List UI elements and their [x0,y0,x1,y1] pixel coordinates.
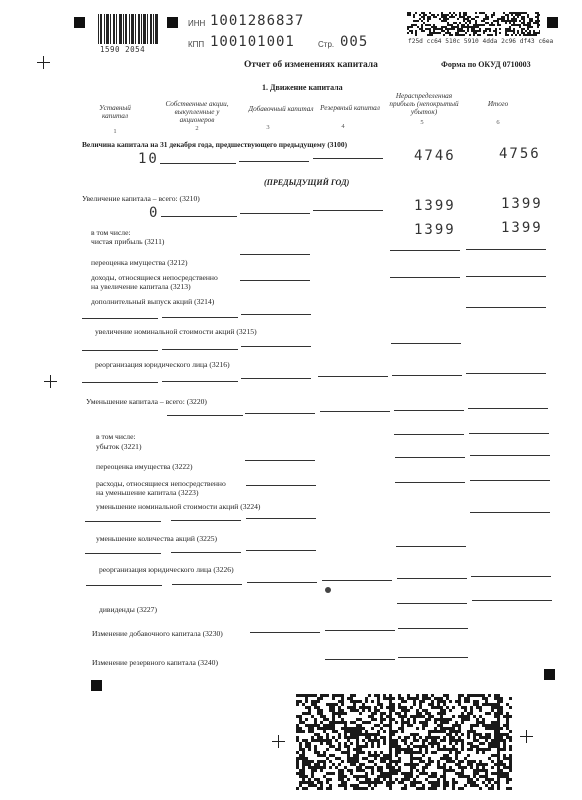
line [240,254,310,255]
row-label-3223-line2: на уменьшение капитала (3223) [96,488,199,497]
line [85,521,161,522]
row-label-3240: Изменение резервного капитала (3240) [92,658,219,667]
value-3100-col6: 4756 [499,146,541,162]
corner-marker-top-right [547,17,558,28]
value-3211-col5: 1399 [414,222,456,238]
line [162,349,238,350]
row-label-3210: Увеличение капитала – всего: (3210) [82,194,200,203]
column-header-1: Уставный капитал [99,104,131,120]
line [240,280,310,281]
line [313,158,383,159]
row-label-3213-line2: на увеличение капитала (3213) [91,282,191,291]
line [160,163,236,164]
incl-label-2: в том числе: [96,432,136,441]
line [468,408,548,409]
corner-marker-bottom-right [544,669,555,680]
corner-marker-top-left [74,17,85,28]
kpp-label: КПП [188,40,205,49]
registration-cross-middle-left [44,375,57,388]
line [395,482,465,483]
inn-label: ИНН [188,19,206,28]
line [172,584,242,585]
row-label-3222: переоценка имущества (3222) [96,462,193,471]
page-label: Стр. [318,40,335,49]
barcode-left [98,14,158,44]
registration-cross-bottom-right [520,730,533,743]
row-label-3223-line1: расходы, относящиеся непосредственно [96,479,226,488]
ink-spot [325,587,331,593]
line [247,582,317,583]
line [398,657,468,658]
line [470,512,550,513]
line [245,413,315,414]
line [466,276,546,277]
corner-marker-bottom-left [91,680,102,691]
row-label-3221: убыток (3221) [96,442,142,451]
incl-label: в том числе: [91,228,131,237]
column-header-2: Собственные акции, выкупленные у акционеров [165,100,229,124]
row-label-3215: увеличение номинальной стоимости акций (3215) [95,327,257,336]
line [470,480,550,481]
row-label-3226: реорганизация юридического лица (3226) [99,565,234,574]
section-title: 1. Движение капитала [262,83,343,92]
line [466,307,546,308]
line [318,376,388,377]
column-header-3: Добавочный капитал [248,105,314,113]
row-label-3227: дивиденды (3227) [99,605,157,614]
column-header-6: Итого [487,100,509,108]
line [397,578,467,579]
registration-cross-top-left [37,56,50,69]
line [472,600,552,601]
line [246,550,316,551]
form-code: Форма по ОКУД 0710003 [441,60,531,69]
line [392,375,462,376]
line [466,249,546,250]
line [250,632,320,633]
line [171,552,241,553]
row-label-3211: чистая прибыль (3211) [91,237,165,246]
column-header-4: Резервный капитал [320,104,380,112]
column-number-4: 4 [341,123,345,130]
row-label-3224: уменьшение номинальной стоимости акций (3224) [96,502,261,511]
line [239,161,309,162]
line [320,411,390,412]
line [241,314,311,315]
line [395,457,465,458]
line [82,350,158,351]
inn-value: 1001286837 [210,13,305,29]
barcode-bottom [296,694,512,790]
row-label-3230: Изменение добавочного капитала (3230) [92,629,223,638]
line [396,546,466,547]
line [86,585,162,586]
page-title: Отчет об изменениях капитала [244,60,378,70]
line [471,576,551,577]
line [466,373,546,374]
line [398,628,468,629]
page-value: 005 [340,34,369,50]
line [240,213,310,214]
value-3210-col6: 1399 [501,196,543,212]
value-3210-col1: 0 [149,205,160,221]
line [470,455,550,456]
line [246,518,316,519]
column-header-5: Нераспределенная прибыль (непокрытый убыток) [389,92,459,116]
line [167,415,243,416]
row-label-3214: дополнительный выпуск акций (3214) [91,297,215,306]
row-label-3213-line1: доходы, относящиеся непосредственно [91,273,218,282]
row-label-3212: переоценка имущества (3212) [91,258,188,267]
line [82,382,158,383]
line [246,485,316,486]
value-3211-col6: 1399 [501,220,543,236]
line [82,318,158,319]
value-3100-col1: 10 [138,151,159,167]
column-number-3: 3 [266,124,270,131]
barcode-top-right [407,12,540,36]
barcode-right-text: f25d cc64 510c 5910 4dda 2c96 df43 c6ea [408,38,554,45]
line [325,630,395,631]
line [171,520,241,521]
line [394,410,464,411]
registration-cross-bottom-left [272,735,285,748]
line [390,277,460,278]
line [390,250,460,251]
line [241,346,311,347]
value-3100-col5: 4746 [414,148,456,164]
line [162,317,238,318]
line [325,659,395,660]
year-heading: (ПРЕДЫДУЩИЙ ГОД) [264,178,350,187]
line [322,580,392,581]
row-label-3225: уменьшение количества акций (3225) [96,534,218,543]
line [394,434,464,435]
column-number-1: 1 [113,128,117,135]
line [313,210,383,211]
row-label-3220: Уменьшение капитала – всего: (3220) [86,397,207,406]
column-number-5: 5 [420,119,424,126]
line [245,460,315,461]
line [162,381,238,382]
line [161,216,237,217]
column-number-2: 2 [195,125,199,132]
kpp-value: 100101001 [210,34,295,50]
row-label-3100: Величина капитала на 31 декабря года, предшествующего предыдущему (3100) [82,140,348,149]
line [397,603,467,604]
corner-marker-top-middle [167,17,178,28]
line [241,378,311,379]
value-3210-col5: 1399 [414,198,456,214]
line [391,343,461,344]
line [85,553,161,554]
row-label-3216: реорганизация юридического лица (3216) [95,360,230,369]
barcode-left-text: 1590 2054 [100,45,146,54]
column-number-6: 6 [496,119,500,126]
line [469,433,549,434]
